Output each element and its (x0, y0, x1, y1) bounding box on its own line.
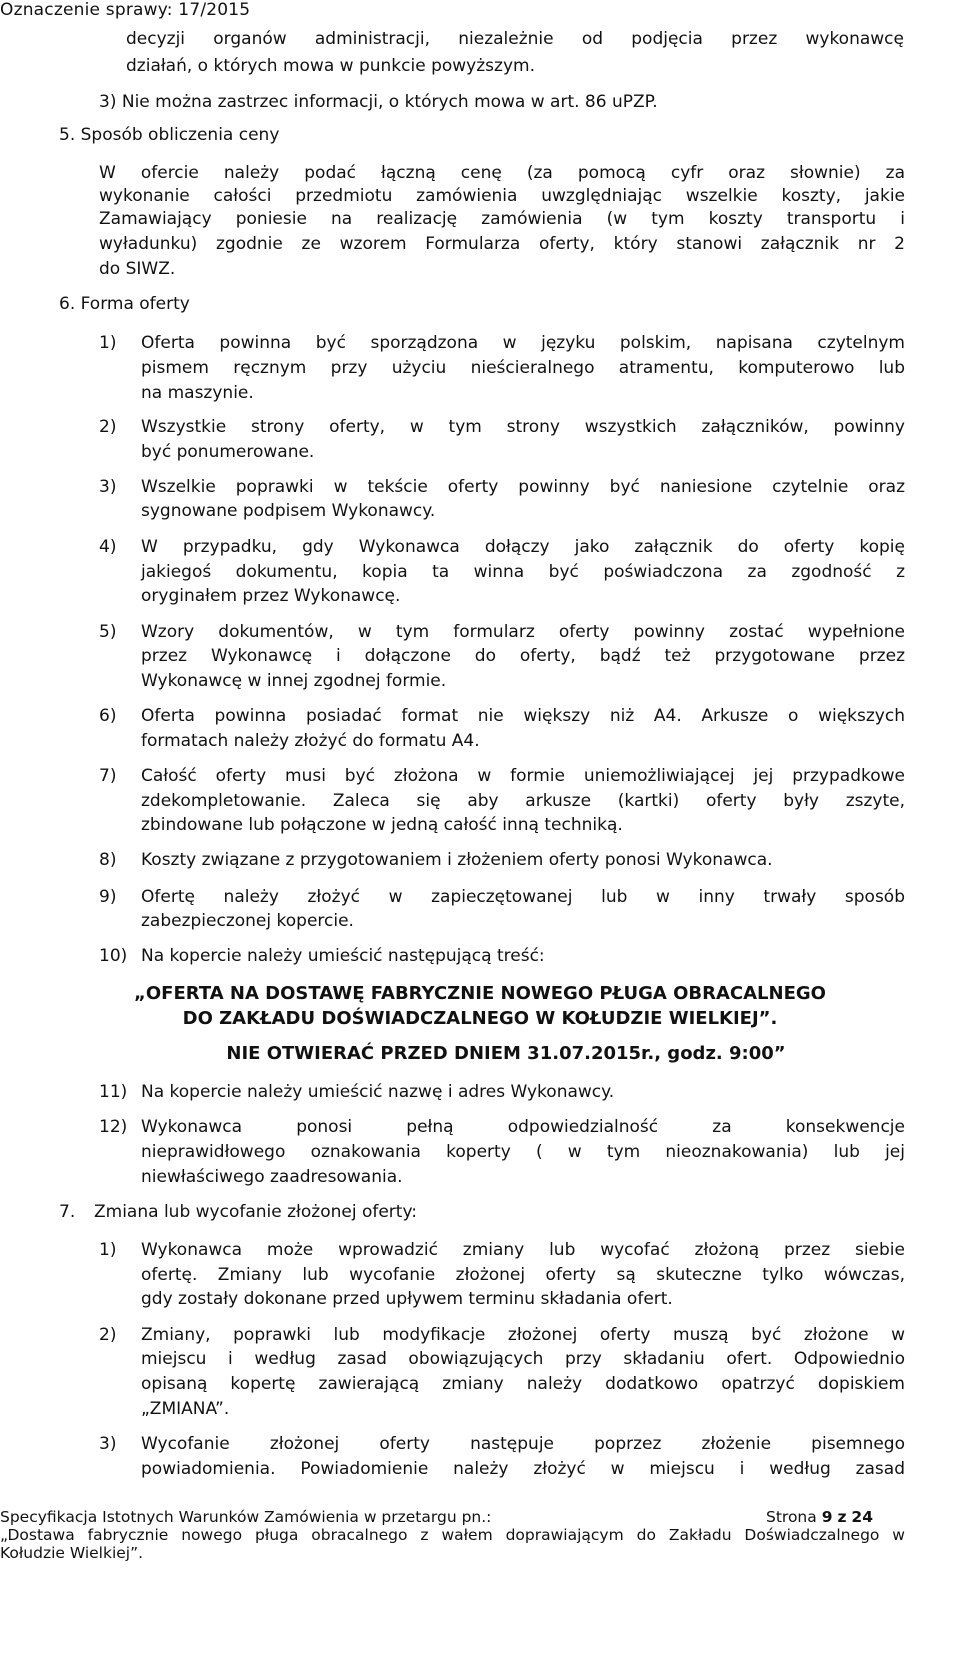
body-line: Wycofanie złożonej oferty następuje poprzez złożenie pisemnego (141, 1434, 905, 1454)
body-line: przez Wykonawcę i dołączone do oferty, bądź też przygotowane przez (141, 646, 905, 666)
section-6-heading: 6. Forma oferty (59, 294, 190, 314)
body-line: zbindowane lub połączone w jedną całość inną techniką. (141, 815, 623, 835)
list-item-number: 3) (99, 1434, 117, 1454)
footer-title-line: Kołudzie Wielkiej”. (0, 1544, 144, 1562)
body-line: Na kopercie należy umieścić nazwę i adres Wykonawcy. (141, 1082, 615, 1102)
body-line: Wykonawca ponosi pełną odpowiedzialność za konsekwencje (141, 1117, 905, 1137)
footer-spec: Specyfikacja Istotnych Warunków Zamówienia w przetargu pn.: (0, 1508, 492, 1526)
section-title: Zmiana lub wycofanie złożonej oferty: (94, 1202, 417, 1222)
body-line: Oferta powinna posiadać format nie większy niż A4. Arkusze o większych (141, 706, 905, 726)
page-number (766, 1508, 873, 1527)
body-line: Oferta powinna być sporządzona w języku polskim, napisana czytelnym (141, 333, 905, 353)
list-item-number: 12) (99, 1117, 128, 1137)
body-line: Wzory dokumentów, w tym formularz oferty powinny zostać wypełnione (141, 622, 905, 642)
body-line: wykonanie całości przedmiotu zamówienia uwzględniając wszelkie koszty, jakie (99, 186, 905, 206)
body-line: ofertę. Zmiany lub wycofanie złożonej oferty są skuteczne tylko wówczas, (141, 1265, 905, 1285)
body-line: opisaną kopertę zawierającą zmiany należy dodatkowo opatrzyć dopiskiem (141, 1374, 905, 1394)
body-line: formatach należy złożyć do formatu A4. (141, 731, 480, 751)
list-item-number: 1) (99, 1240, 117, 1260)
body-line: zabezpieczonej kopercie. (141, 911, 354, 931)
list-item-number: 1) (99, 333, 117, 353)
body-line: „ZMIANA”. (141, 1399, 230, 1419)
body-line: decyzji organów administracji, niezależnie od podjęcia przez wykonawcę (126, 29, 904, 49)
body-line: Ofertę należy złożyć w zapieczętowanej lub w inny trwały sposób (141, 887, 905, 907)
footer-title-line: „Dostawa fabrycznie nowego pługa obracalnego z wałem doprawiającym do Zakładu Doświadczalnego w (0, 1526, 905, 1544)
body-line: Zmiany, poprawki lub modyfikacje złożonej oferty muszą być złożone w (141, 1325, 905, 1345)
list-item-number: 10) (99, 946, 128, 966)
list-item-number: 4) (99, 537, 117, 557)
body-line: do SIWZ. (99, 259, 176, 279)
list-item-number: 7) (99, 766, 117, 786)
list-item-number: 5) (99, 622, 117, 642)
body-line: W ofercie należy podać łączną cenę (za pomocą cyfr oraz słownie) za (99, 163, 905, 183)
body-line: wyładunku) zgodnie ze wzorem Formularza oferty, który stanowi załącznik nr 2 (99, 234, 905, 254)
body-line: Koszty związane z przygotowaniem i złożeniem oferty ponosi Wykonawca. (141, 850, 773, 870)
envelope-do-not-open: NIE OTWIERAĆ PRZED DNIEM 31.07.2015r., godz. 9:00” (226, 1043, 786, 1064)
case-number-header: Oznaczenie sprawy: 17/2015 (0, 0, 251, 20)
page-current: 9 (821, 1508, 833, 1526)
list-item-number: 11) (99, 1082, 128, 1102)
page-total: 24 (851, 1508, 873, 1526)
list-item-number: 2) (99, 417, 117, 437)
body-line: być ponumerowane. (141, 442, 315, 462)
body-line: nieprawidłowego oznakowania koperty ( w tym nieoznakowania) lub jej (141, 1142, 905, 1162)
body-line: sygnowane podpisem Wykonawcy. (141, 501, 436, 521)
body-line: na maszynie. (141, 383, 254, 403)
section-number: 7. (59, 1202, 76, 1222)
section-5-heading: 5. Sposób obliczenia ceny (59, 125, 280, 145)
body-line: Wszystkie strony oferty, w tym strony wszystkich załączników, powinny (141, 417, 905, 437)
body-line: gdy zostały dokonane przed upływem terminu składania ofert. (141, 1289, 673, 1309)
body-line: Na kopercie należy umieścić następującą treść: (141, 946, 545, 966)
page-prefix: Strona (766, 1508, 817, 1526)
list-item-number: 2) (99, 1325, 117, 1345)
body-line: działań, o których mowa w punkcie powyższym. (126, 56, 535, 76)
body-line: Całość oferty musi być złożona w formie uniemożliwiającej jej przypadkowe (141, 766, 905, 786)
body-line: Wykonawcę w innej zgodnej formie. (141, 671, 447, 691)
list-item-number: 8) (99, 850, 117, 870)
list-item-number: 6) (99, 706, 117, 726)
body-line: niewłaściwego zaadresowania. (141, 1167, 403, 1187)
body-line: oryginałem przez Wykonawcę. (141, 586, 401, 606)
body-line: powiadomienia. Powiadomienie należy złożyć w miejscu i według zasad (141, 1459, 905, 1479)
envelope-line: DO ZAKŁADU DOŚWIADCZALNEGO W KOŁUDZIE WIELKIEJ”. (182, 1008, 778, 1029)
body-line: zdekompletowanie. Zaleca się aby arkusze (kartki) oferty były zszyte, (141, 791, 905, 811)
list-item-number: 9) (99, 887, 117, 907)
body-line: pismem ręcznym przy użyciu nieścieralnego atramentu, komputerowo lub (141, 358, 905, 378)
body-line: Wszelkie poprawki w tekście oferty powinny być naniesione czytelnie oraz (141, 477, 905, 497)
list-item-number: 3) (99, 477, 117, 497)
body-line: W przypadku, gdy Wykonawca dołączy jako załącznik do oferty kopię (141, 537, 905, 557)
body-line: jakiegoś dokumentu, kopia ta winna być poświadczona za zgodność z (141, 562, 905, 582)
body-line: Zamawiający poniesie na realizację zamówienia (w tym koszty transportu i (99, 209, 905, 229)
envelope-line: „OFERTA NA DOSTAWĘ FABRYCZNIE NOWEGO PŁUGA OBRACALNEGO (134, 983, 826, 1004)
body-line: Wykonawca może wprowadzić zmiany lub wycofać złożoną przez siebie (141, 1240, 905, 1260)
page-sep: z (837, 1508, 847, 1526)
body-line: miejscu i według zasad obowiązujących przy składaniu ofert. Odpowiednio (141, 1349, 905, 1369)
list-item-3-top: 3) Nie można zastrzec informacji, o których mowa w art. 86 uPZP. (99, 92, 658, 112)
